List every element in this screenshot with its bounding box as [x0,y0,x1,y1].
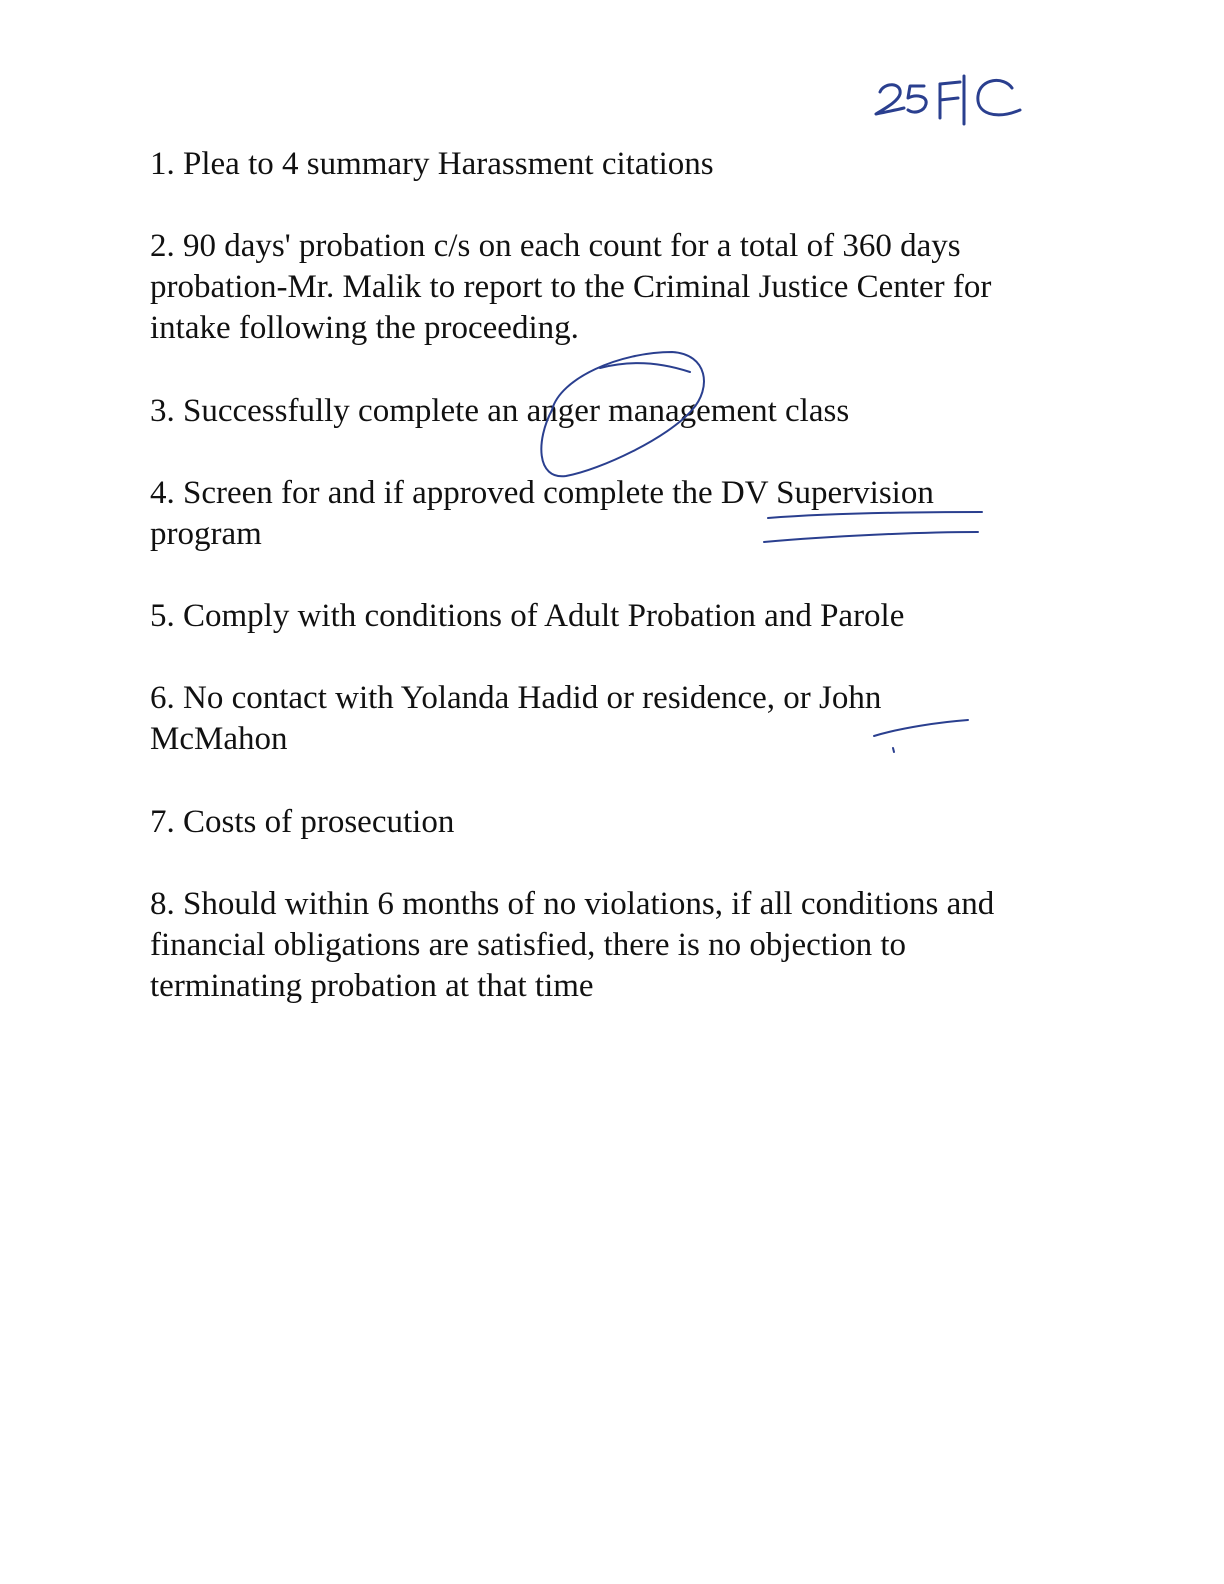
ink-circle-tail [600,363,690,372]
handwritten-note-drawing [872,62,1052,132]
list-item-7: 7. Costs of prosecution [150,804,455,840]
list-item-4: 4. Screen for and if approved complete the DV Supervision program [150,475,934,552]
list-item-6: 6. No contact with Yolanda Hadid or residence, or John McMahon [150,680,882,757]
list-item-8: 8. Should within 6 months of no violations, if all conditions and financial obligations are satisfied, there is no objection to terminating probation at that time [150,886,995,1004]
list-item-1: 1. Plea to 4 summary Harassment citations [150,146,714,182]
list-item-2: 2. 90 days' probation c/s on each count for a total of 360 days probation-Mr. Malik to report to the Criminal Justice Center for intake following the proceeding. [150,228,992,346]
list-item-3: 3. Successfully complete an anger management class [150,393,850,429]
handwritten-note-25fc [872,62,1052,132]
list-item-5: 5. Comply with conditions of Adult Probation and Parole [150,598,905,634]
